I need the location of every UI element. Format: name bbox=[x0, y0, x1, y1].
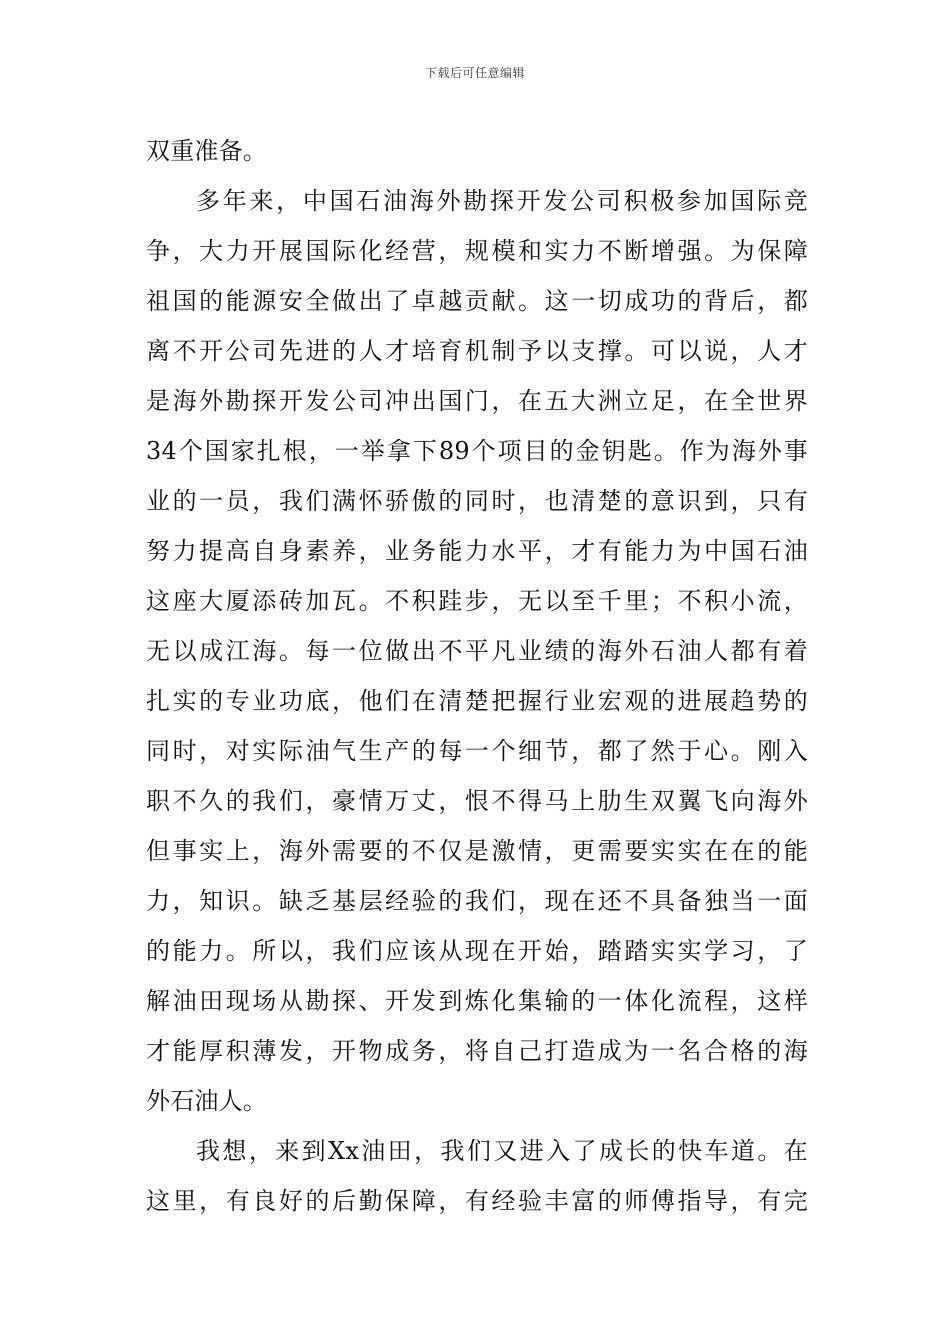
text-line: 无以成江海。每一位做出不平凡业绩的海外石油人都有着 bbox=[146, 637, 808, 665]
text-line: 的能力。所以，我们应该从现在开始，踏踏实实学习，了 bbox=[146, 937, 808, 965]
text-line: 同时，对实际油气生产的每一个细节，都了然于心。刚入 bbox=[146, 737, 808, 765]
text-line: 努力提高自身素养，业务能力水平，才有能力为中国石油 bbox=[146, 537, 808, 565]
text-line: 双重准备。 bbox=[146, 137, 267, 165]
text-line: 业的一员，我们满怀骄傲的同时，也清楚的意识到，只有 bbox=[146, 487, 808, 515]
text-line: 34个国家扎根，一举拿下89个项目的金钥匙。作为海外事 bbox=[146, 437, 808, 465]
text-line: 离不开公司先进的人才培育机制予以支撑。可以说，人才 bbox=[146, 337, 808, 365]
text-line: 解油田现场从勘探、开发到炼化集输的一体化流程，这样 bbox=[146, 987, 808, 1015]
text-line: 才能厚积薄发，开物成务，将自己打造成为一名合格的海 bbox=[146, 1037, 808, 1065]
text-line: 外石油人。 bbox=[146, 1087, 267, 1115]
text-line: 祖国的能源安全做出了卓越贡献。这一切成功的背后，都 bbox=[146, 287, 808, 315]
text-line: 多年来，中国石油海外勘探开发公司积极参加国际竞 bbox=[196, 187, 808, 215]
text-line: 这座大厦添砖加瓦。不积跬步，无以至千里；不积小流， bbox=[146, 587, 808, 615]
document-body bbox=[146, 126, 808, 1226]
text-line: 是海外勘探开发公司冲出国门，在五大洲立足，在全世界 bbox=[146, 387, 808, 415]
text-line: 扎实的专业功底，他们在清楚把握行业宏观的进展趋势的 bbox=[146, 687, 808, 715]
text-line: 力，知识。缺乏基层经验的我们，现在还不具备独当一面 bbox=[146, 887, 808, 915]
page-header: 下载后可任意编辑 bbox=[424, 66, 525, 80]
text-line: 职不久的我们，豪情万丈，恨不得马上肋生双翼飞向海外 bbox=[146, 787, 808, 815]
text-line: 我想，来到Xx油田，我们又进入了成长的快车道。在 bbox=[196, 1137, 808, 1165]
text-line: 这里，有良好的后勤保障，有经验丰富的师傅指导，有完 bbox=[146, 1187, 808, 1215]
text-line: 争，大力开展国际化经营，规模和实力不断增强。为保障 bbox=[146, 237, 808, 265]
text-line: 但事实上，海外需要的不仅是激情，更需要实实在在的能 bbox=[146, 837, 808, 865]
